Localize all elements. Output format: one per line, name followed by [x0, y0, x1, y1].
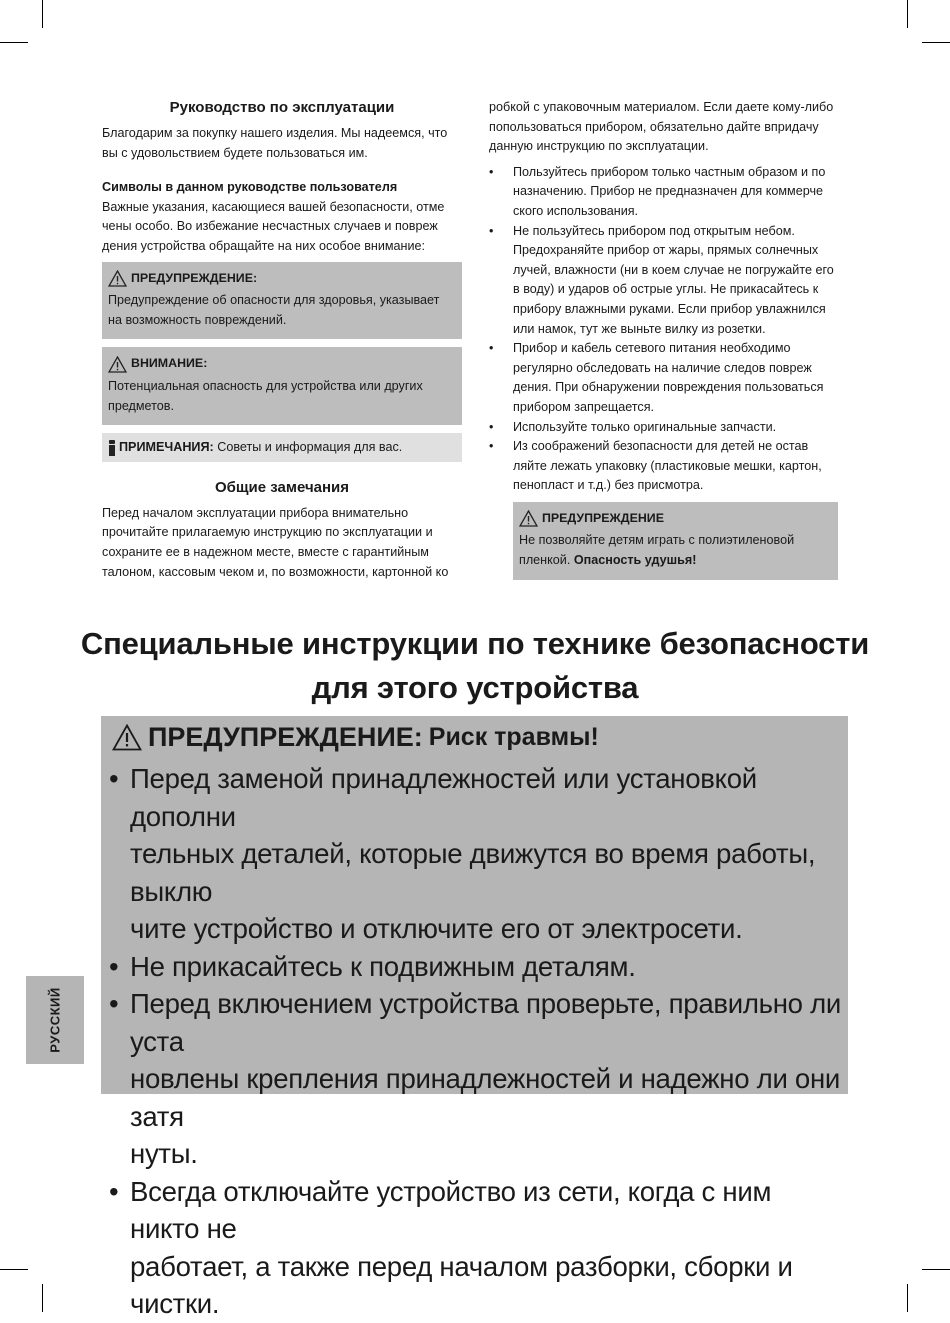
- text-line: • Используйте только оригинальные запчасти.: [513, 419, 777, 434]
- text-line: Благодарим за покупку нашего изделия. Мы надеемся, что: [102, 126, 448, 140]
- text-line: • Не прикасайтесь к подвижным деталям.: [130, 950, 636, 982]
- crop-mark: [922, 42, 950, 43]
- text-line: чите устройство и отключите его от электросети.: [130, 913, 743, 944]
- text-line: предметов.: [108, 398, 174, 413]
- injury-bullet-list: [101, 760, 848, 1323]
- warning-label: ПРЕДУПРЕЖДЕНИЕ:: [131, 270, 258, 285]
- caution-label: ВНИМАНИЕ:: [131, 356, 208, 371]
- warning-label-row: [108, 269, 455, 289]
- left-column: [102, 98, 462, 582]
- text-line: • Прибор и кабель сетевого питания необходимо: [513, 341, 791, 356]
- injury-risk-text: Риск травмы!: [428, 723, 599, 751]
- injury-warning-label-row: [112, 722, 599, 753]
- list-item: [101, 985, 848, 1173]
- crop-mark: [922, 1269, 950, 1270]
- language-label: РУССКИЙ: [47, 987, 63, 1053]
- text-line: нуты.: [130, 1138, 198, 1169]
- injury-warning-label: ПРЕДУПРЕЖДЕНИЕ:: [148, 722, 423, 752]
- packaging-warning-box: [513, 502, 838, 580]
- text-line: прибором запрещается.: [513, 399, 655, 414]
- text-line: регулярно обследовать на наличие следов повреж: [513, 360, 812, 375]
- warning-triangle-icon: [519, 510, 538, 527]
- manual-title: Руководство по эксплуатации: [169, 99, 395, 116]
- crop-mark: [907, 1284, 908, 1312]
- list-item: [101, 948, 848, 986]
- warning-label-row: [519, 509, 831, 529]
- caution-label-row: [108, 354, 455, 374]
- note-text: Советы и информация для вас.: [213, 440, 403, 455]
- text-line: • Из соображений безопасности для детей не остав: [513, 439, 809, 454]
- intro-text: [102, 124, 462, 163]
- warning-symbol-box: [102, 262, 462, 340]
- list-item: [101, 760, 848, 948]
- crop-mark: [907, 0, 908, 28]
- text-line: • Не пользуйтесь прибором под открытым небом.: [513, 223, 795, 238]
- warning-triangle-icon: [108, 270, 127, 287]
- text-line: робкой с упаковочным материалом. Если даете кому-либо: [489, 100, 834, 114]
- list-item: [489, 437, 849, 496]
- note-symbol-box: [102, 433, 462, 462]
- text-line: в воду) и ударов об острые углы. Не прикасайтесь к: [513, 282, 819, 297]
- text-line: пенопласт и т.д.) без присмотра.: [513, 478, 704, 493]
- list-item: [489, 418, 849, 438]
- text-line: сохраните ее в надежном месте, вместе с гарантийным: [102, 544, 429, 559]
- text-line: дения. При обнаружении повреждения пользоваться: [513, 380, 824, 395]
- text-line: ского использования.: [513, 203, 639, 218]
- symbols-text: [102, 198, 462, 257]
- safety-bullet-list: [489, 163, 849, 496]
- text-line: [519, 551, 831, 571]
- text-line: вы с удовольствием будете пользоваться им.: [102, 145, 368, 160]
- text-line: прочитайте прилагаемую инструкцию по эксплуатации и: [102, 525, 433, 540]
- right-column: [489, 98, 849, 580]
- warning-triangle-icon: [108, 356, 127, 373]
- text-line: Важные указания, касающиеся вашей безопасности, отме: [102, 199, 445, 214]
- text-line: на возможность повреждений.: [108, 312, 287, 327]
- crop-mark: [0, 42, 28, 43]
- text-line: данную инструкцию по эксплуатации.: [489, 139, 709, 154]
- text-line: ляйте лежать упаковку (пластиковые мешки, картон,: [513, 458, 822, 473]
- text-line: Потенциальная опасность для устройства или других: [108, 378, 423, 393]
- text-line: • Всегда отключайте устройство из сети, когда с ним никто не: [130, 1175, 772, 1244]
- text-line: дения устройства обращайте на них особое внимание:: [102, 238, 426, 253]
- text-line: Не позволяйте детям играть с полиэтиленовой: [519, 533, 795, 548]
- crop-mark: [42, 1284, 43, 1312]
- warning-label: ПРЕДУПРЕЖДЕНИЕ: [542, 510, 664, 525]
- general-heading: Общие замечания: [214, 478, 350, 496]
- note-label: ПРИМЕЧАНИЯ:: [119, 440, 214, 455]
- info-icon: [108, 440, 116, 456]
- text-line: прибору влажными руками. Если прибор увлажнился: [513, 301, 826, 316]
- text-line: лучей, влажности (ни в коем случае не погружайте его: [513, 262, 834, 277]
- caution-symbol-box: [102, 347, 462, 425]
- continued-text: [489, 98, 849, 157]
- crop-mark: [42, 0, 43, 28]
- text-line: новлены крепления принадлежностей и надежно ли они затя: [130, 1063, 841, 1132]
- list-item: [101, 1173, 848, 1323]
- text-line: • Перед заменой принадлежностей или установкой дополни: [130, 763, 757, 832]
- suffocation-warning: Опасность удушья!: [573, 553, 697, 568]
- text-line: тельных деталей, которые движутся во время работы, выклю: [130, 838, 816, 907]
- text-span: пленкой.: [519, 553, 574, 568]
- title-line: для этого устройства: [311, 670, 639, 705]
- text-line: чены особо. Во избежание несчастных случаев и повреж: [102, 219, 438, 234]
- list-item: [489, 222, 849, 340]
- text-line: попользоваться прибором, обязательно дайте впридачу: [489, 119, 819, 134]
- list-item: [489, 163, 849, 222]
- text-line: назначению. Прибор не предназначен для коммерче: [513, 184, 824, 199]
- text-line: Предохраняйте прибор от жары, прямых солнечных: [513, 243, 819, 258]
- list-item: [489, 339, 849, 417]
- text-line: • Пользуйтесь прибором только частным образом и по: [513, 164, 826, 179]
- crop-mark: [0, 1269, 28, 1270]
- text-line: Предупреждение об опасности для здоровья, указывает: [108, 293, 440, 308]
- general-text: [102, 504, 462, 582]
- warning-triangle-icon: [112, 724, 142, 751]
- injury-warning-box: [101, 716, 848, 1319]
- text-line: или намок, тут же выньте вилку из розетки.: [513, 321, 766, 336]
- text-line: • Перед включением устройства проверьте, правильно ли уста: [130, 988, 842, 1057]
- text-line: Перед началом эксплуатации прибора внимательно: [102, 505, 409, 520]
- language-tab: [26, 976, 84, 1064]
- text-line: талоном, кассовым чеком и, по возможности, картонной ко: [102, 564, 449, 579]
- title-line: Специальные инструкции по технике безопасности: [80, 626, 870, 661]
- text-line: работает, а также перед началом разборки, сборки и чистки.: [130, 1250, 793, 1319]
- section-title: [60, 622, 890, 710]
- symbols-heading: Символы в данном руководстве пользователя: [102, 180, 398, 195]
